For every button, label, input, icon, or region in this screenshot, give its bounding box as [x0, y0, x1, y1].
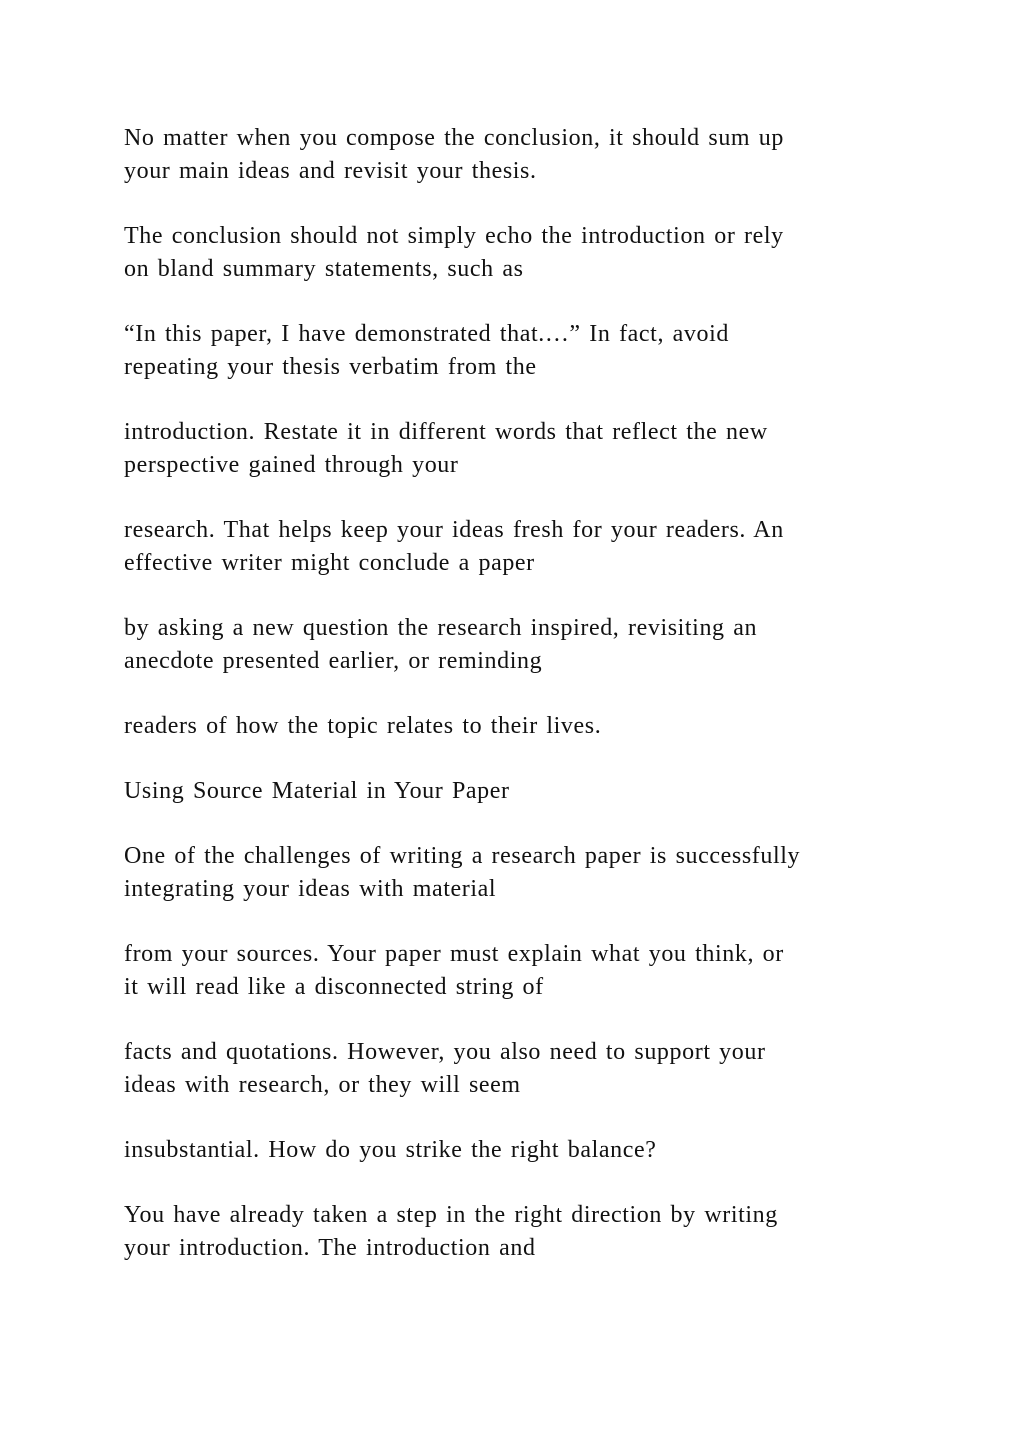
text-line: perspective gained through your: [124, 452, 459, 478]
text-line: on bland summary statements, such as: [124, 256, 524, 282]
text-line: readers of how the topic relates to their lives.: [124, 713, 602, 739]
paragraph-13: [124, 1199, 914, 1265]
paragraph-11: [124, 1036, 914, 1102]
text-line: insubstantial. How do you strike the right balance?: [124, 1137, 657, 1163]
text-line: anecdote presented earlier, or reminding: [124, 648, 543, 674]
paragraph-10: [124, 938, 914, 1004]
paragraph-1: [124, 122, 914, 188]
text-line: your main ideas and revisit your thesis.: [124, 158, 537, 184]
paragraph-5: [124, 514, 914, 580]
paragraph-2: [124, 220, 914, 286]
text-line: The conclusion should not simply echo the introduction or rely: [124, 223, 784, 249]
paragraph-6: [124, 612, 914, 678]
paragraph-7: [124, 710, 914, 743]
paragraph-9: [124, 840, 914, 906]
text-line: repeating your thesis verbatim from the: [124, 354, 537, 380]
text-line: by asking a new question the research inspired, revisiting an: [124, 615, 758, 641]
heading-line: Using Source Material in Your Paper: [124, 778, 510, 804]
text-line: facts and quotations. However, you also need to support your: [124, 1039, 766, 1065]
text-line: integrating your ideas with material: [124, 876, 497, 902]
text-line: from your sources. Your paper must explain what you think, or: [124, 941, 784, 967]
text-line: ideas with research, or they will seem: [124, 1072, 521, 1098]
text-line: it will read like a disconnected string of: [124, 974, 544, 1000]
text-line: You have already taken a step in the right direction by writing: [124, 1202, 778, 1228]
text-line: introduction. Restate it in different words that reflect the new: [124, 419, 768, 445]
paragraph-12: [124, 1134, 914, 1167]
section-heading: [124, 775, 914, 808]
text-line: research. That helps keep your ideas fresh for your readers. An: [124, 517, 784, 543]
text-line: “In this paper, I have demonstrated that.…” In fact, avoid: [124, 321, 729, 347]
paragraph-3: [124, 318, 914, 384]
document-body: [124, 122, 914, 1297]
paragraph-4: [124, 416, 914, 482]
text-line: One of the challenges of writing a research paper is successfully: [124, 843, 801, 869]
text-line: No matter when you compose the conclusion, it should sum up: [124, 125, 784, 151]
text-line: effective writer might conclude a paper: [124, 550, 535, 576]
text-line: your introduction. The introduction and: [124, 1235, 536, 1261]
